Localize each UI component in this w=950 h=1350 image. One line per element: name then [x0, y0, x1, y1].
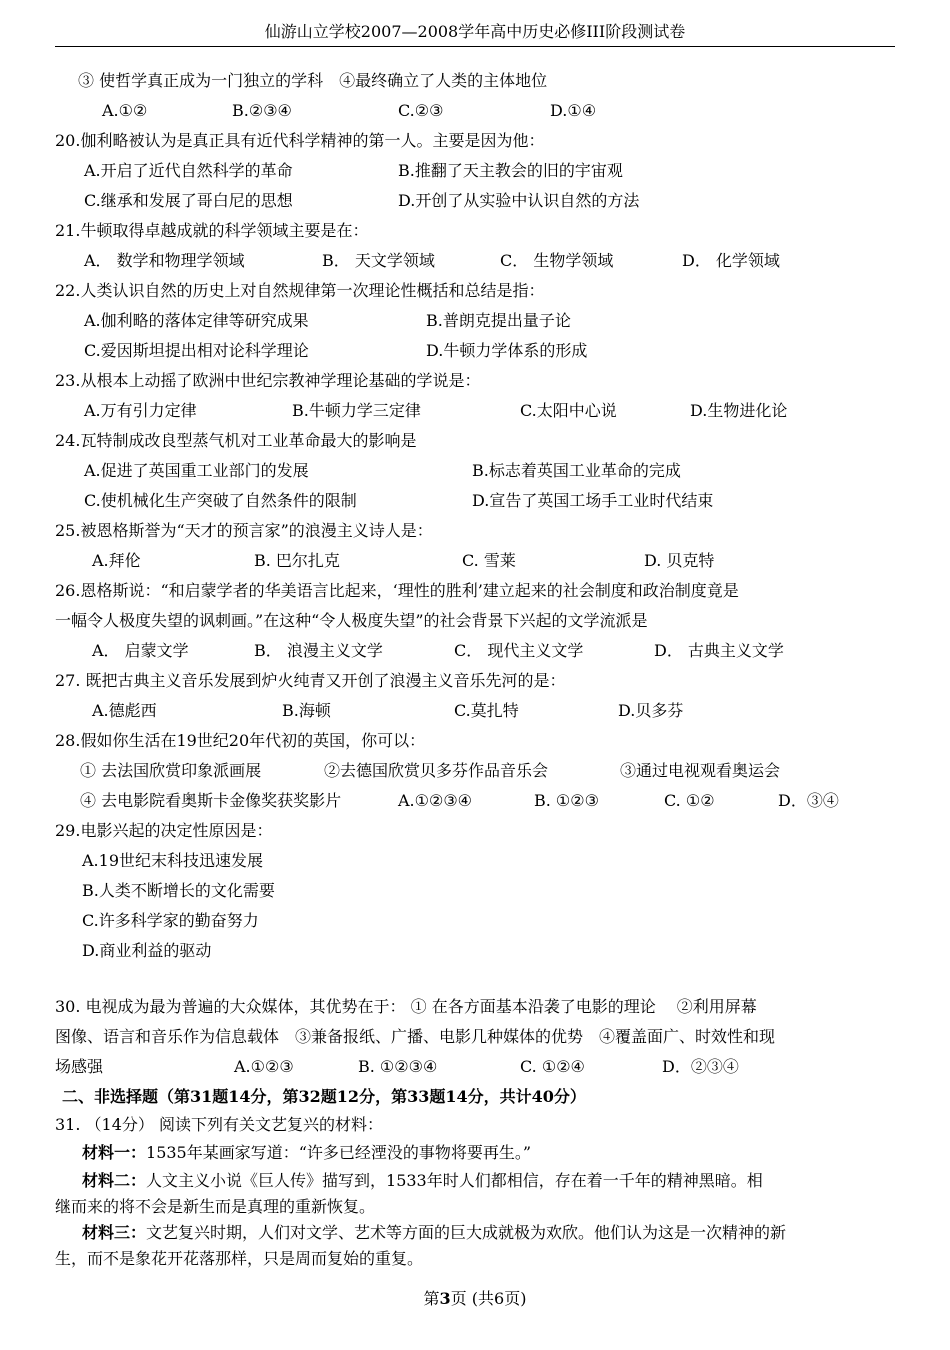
q26-option-a: A． 启蒙文学: [92, 641, 189, 660]
q30-stem-line3-text: 场感强: [55, 1057, 104, 1076]
q22-stem: 22.人类认识自然的历史上对自然规律第一次理论性概括和总结是指：: [55, 281, 545, 300]
q19-option-b: B.②③④: [232, 101, 292, 120]
q28-option-d: D．③④: [778, 791, 839, 810]
q26-option-c: C． 现代主义文学: [454, 641, 584, 660]
q24-option-d: D.宣告了英国工场手工业时代结束: [472, 491, 714, 510]
q28-statement-3: ③通过电视观看奥运会: [620, 761, 781, 780]
q31-material-3-label: 材料三：: [82, 1223, 147, 1242]
q30-stem-line2: 图像、语言和音乐作为信息载体 ③兼备报纸、广播、电影几种媒体的优势 ④覆盖面广、时效性和现: [55, 1027, 776, 1046]
q25-option-d: D. 贝克特: [644, 551, 715, 570]
q22-option-a: A.伽利略的落体定律等研究成果: [84, 311, 309, 330]
q25-option-a: A.拜伦: [92, 551, 141, 570]
q19-option-d: D.①④: [550, 101, 597, 120]
q31-material-3-text: 文艺复兴时期，人们对文学、艺术等方面的巨大成就极为欢欣。他们认为这是一次精神的新: [146, 1223, 787, 1242]
q31-material-3-cont: 生，而不是象花开花落那样，只是周而复始的重复。: [55, 1249, 424, 1268]
q23-stem: 23.从根本上动摇了欧洲中世纪宗教神学理论基础的学说是：: [55, 371, 481, 390]
q29-option-d: D.商业利益的驱动: [82, 941, 212, 960]
q28-option-a: A.①②③④: [398, 791, 473, 810]
page-footer: [0, 1286, 950, 1309]
q30-option-b: B. ①②③④: [358, 1057, 438, 1076]
q29-option-c: C.许多科学家的勤奋努力: [82, 911, 259, 930]
section-2-heading: 二、非选择题（第31题14分，第32题12分，第33题14分，共计40分）: [62, 1087, 586, 1106]
q25-stem: 25.被恩格斯誉为“天才的预言家”的浪漫主义诗人是：: [55, 521, 433, 540]
q22-option-d: D.牛顿力学体系的形成: [426, 341, 588, 360]
q26-stem-line1: 26.恩格斯说：“和启蒙学者的华美语言比起来，‘理性的胜利’建立起来的社会制度和政治制度竟是: [55, 581, 739, 600]
q23-option-d: D.生物进化论: [690, 401, 788, 420]
q22-option-c: C.爱因斯坦提出相对论科学理论: [84, 341, 309, 360]
q27-option-c: C.莫扎特: [454, 701, 519, 720]
q28-statement-4: ④ 去电影院看奥斯卡金像奖获奖影片: [80, 791, 342, 810]
q27-option-b: B.海顿: [282, 701, 331, 720]
q30-option-a: A.①②③: [234, 1057, 294, 1076]
q28-stem: 28.假如你生活在19世纪20年代初的英国，你可以：: [55, 731, 426, 750]
q24-option-a: A.促进了英国重工业部门的发展: [84, 461, 309, 480]
footer-suffix: 页 (共6页): [450, 1289, 527, 1308]
q22-option-b: B.普朗克提出量子论: [426, 311, 571, 330]
q24-option-c: C.使机械化生产突破了自然条件的限制: [84, 491, 357, 510]
q19-option-c: C.②③: [398, 101, 444, 120]
q23-option-c: C.太阳中心说: [520, 401, 617, 420]
q25-option-b: B. 巴尔扎克: [254, 551, 340, 570]
q26-option-b: B． 浪漫主义文学: [254, 641, 383, 660]
q31-material-2-cont: 继而来的将不会是新生而是真理的重新恢复。: [55, 1197, 376, 1216]
q20-option-b: B.推翻了天主教会的旧的宇宙观: [398, 161, 623, 180]
q27-option-d: D.贝多芬: [618, 701, 684, 720]
q31-material-1-text: 1535年某画家写道：“许多已经湮没的事物将要再生。”: [146, 1143, 532, 1162]
q30-stem-line1: 30. 电视成为最为普遍的大众媒体，其优势在于： ① 在各方面基本沿袭了电影的理论 ②利用屏幕: [55, 997, 757, 1016]
q21-option-c: C． 生物学领域: [500, 251, 614, 270]
q27-option-a: A.德彪西: [92, 701, 157, 720]
q31-stem: 31. （14分） 阅读下列有关文艺复兴的材料：: [55, 1115, 383, 1134]
q28-option-c: C. ①②: [664, 791, 715, 810]
q19-option-a: A.①②: [102, 101, 148, 120]
q25-option-c: C. 雪莱: [462, 551, 516, 570]
q21-option-b: B． 天文学领域: [322, 251, 435, 270]
q26-stem-line2: 一幅令人极度失望的讽刺画。”在这种“令人极度失望”的社会背景下兴起的文学流派是: [55, 611, 648, 630]
q27-stem: 27. 既把古典主义音乐发展到炉火纯青又开创了浪漫主义音乐先河的是：: [55, 671, 566, 690]
q20-option-c: C.继承和发展了哥白尼的思想: [84, 191, 293, 210]
q30-option-d: D．②③④: [662, 1057, 739, 1076]
q21-option-d: D． 化学领域: [682, 251, 780, 270]
page-number: 3: [439, 1289, 451, 1308]
q29-option-b: B.人类不断增长的文化需要: [82, 881, 275, 900]
q31-material-2-text: 人文主义小说《巨人传》描写到，1533年时人们都相信，存在着一千年的精神黑暗。相: [146, 1171, 763, 1190]
q31-material-2-label: 材料二：: [82, 1171, 147, 1190]
q20-option-a: A.开启了近代自然科学的革命: [84, 161, 293, 180]
q21-option-a: A． 数学和物理学领域: [84, 251, 245, 270]
header-divider: [55, 46, 895, 47]
q23-option-a: A.万有引力定律: [84, 401, 197, 420]
q31-material-3: [82, 1222, 786, 1244]
q31-material-2: [82, 1170, 763, 1192]
q21-stem: 21.牛顿取得卓越成就的科学领域主要是在：: [55, 221, 369, 240]
q23-option-b: B.牛顿力学三定律: [292, 401, 421, 420]
q26-option-d: D． 古典主义文学: [654, 641, 784, 660]
q20-stem: 20.伽利略被认为是真正具有近代科学精神的第一人。主要是因为他：: [55, 131, 545, 150]
q31-material-1: [82, 1142, 531, 1164]
q29-stem: 29.电影兴起的决定性原因是：: [55, 821, 273, 840]
footer-prefix: 第: [423, 1289, 440, 1308]
q31-material-1-label: 材料一：: [82, 1143, 147, 1162]
q30-option-c: C. ①②④: [520, 1057, 585, 1076]
q29-option-a: A.19世纪末科技迅速发展: [82, 851, 264, 870]
q28-statement-2: ②去德国欣赏贝多芬作品音乐会: [324, 761, 549, 780]
page-header: 仙游山立学校2007—2008学年高中历史必修III阶段测试卷: [264, 22, 686, 41]
q28-statement-1: ① 去法国欣赏印象派画展: [80, 761, 262, 780]
q19-continuation: ③ 使哲学真正成为一门独立的学科 ④最终确立了人类的主体地位: [78, 71, 548, 90]
q24-option-b: B.标志着英国工业革命的完成: [472, 461, 681, 480]
q28-option-b: B. ①②③: [534, 791, 599, 810]
q24-stem: 24.瓦特制成改良型蒸气机对工业革命最大的影响是: [55, 431, 417, 450]
q20-option-d: D.开创了从实验中认识自然的方法: [398, 191, 640, 210]
